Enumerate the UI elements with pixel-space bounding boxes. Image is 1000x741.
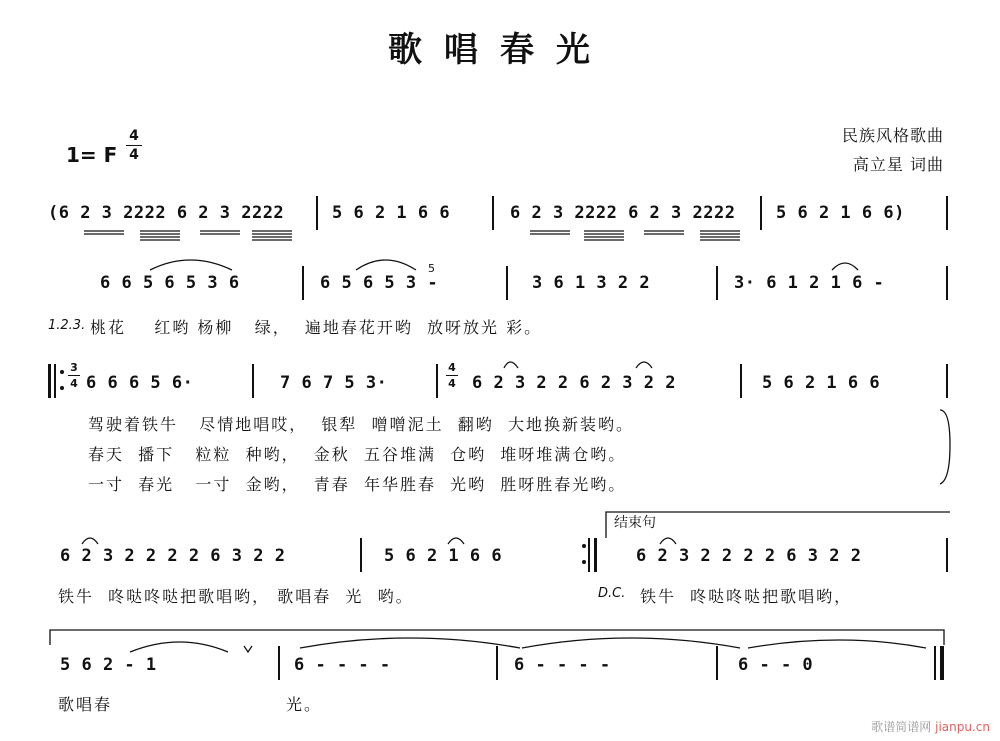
song-title: 歌唱春光 [388, 30, 612, 70]
line5-lyric: 歌唱春 [58, 695, 113, 714]
line5-measure2: 6 - - - - [294, 655, 391, 675]
line1-measure2: 5 6 2 1 6 6 [332, 203, 451, 223]
line4-measure3: 6 2 3 2 2 2 2 6 3 2 2 [636, 546, 862, 566]
meter-change-4-4: 4 4 [446, 361, 458, 390]
line2-lyric: 桃花 红哟 杨柳 绿， 遍地春花开哟 放呀放光 彩。 [90, 318, 543, 337]
line1-measure1: (6 2 3 2222 6 2 3 2222 [48, 203, 285, 223]
line5-measure4: 6 - - 0 [738, 655, 814, 675]
line2-measure4: 3· 6 1 2 1 6 - [734, 273, 885, 293]
line4-lyric: 铁牛 咚哒咚哒把歌唱哟， 歌唱春 光 哟。 [58, 587, 414, 606]
line3-lyric-verse3: 一寸 春光 一寸 金哟， 青春 年华胜春 光哟 胜呀胜春光哟。 [88, 475, 627, 494]
line2-measure1: 6 6 5 6 5 3 6 [100, 273, 240, 293]
grace-note: 5 [428, 262, 435, 275]
line3-measure4: 5 6 2 1 6 6 [762, 373, 881, 393]
ending-label: 结束句 [614, 515, 656, 531]
line3-lyric-verse2: 春天 播下 粒粒 种哟， 金秋 五谷堆满 仓哟 堆呀堆满仓哟。 [88, 445, 627, 464]
line3-measure1: 6 6 6 5 6· [86, 373, 194, 393]
dc-mark: D.C. [598, 586, 626, 601]
line5-measure3: 6 - - - - [514, 655, 611, 675]
credit-style: 民族风格歌曲 [841, 126, 944, 145]
line4-measure2: 5 6 2 1 6 6 [384, 546, 503, 566]
line4-measure1: 6 2 3 2 2 2 2 6 3 2 2 [60, 546, 286, 566]
verse-numbers: 1.2.3. [48, 318, 86, 333]
line2-measure2: 6 5 6 5 3 - [320, 273, 439, 293]
credit-author: 高立星 词曲 [852, 155, 944, 174]
line1-measure4: 5 6 2 1 6 6) [776, 203, 905, 223]
key-signature: 1= F [66, 143, 118, 167]
line3-lyric-verse1: 驾驶着铁牛 尽情地唱哎， 银犁 噌噌泥土 翻哟 大地换新装哟。 [88, 415, 634, 434]
line4-lyric-b: 铁牛 咚哒咚哒把歌唱哟， [640, 587, 853, 606]
line3-measure3: 6 2 3 2 2 6 2 3 2 2 [472, 373, 676, 393]
line2-measure3: 3 6 1 3 2 2 [532, 273, 651, 293]
watermark: 歌谱简谱网 jianpu.cn [871, 720, 990, 734]
line5-measure1: 5 6 2 - 1 [60, 655, 157, 675]
meter-change-3-4: 3 4 [68, 361, 80, 390]
line3-measure2: 7 6 7 5 3· [280, 373, 388, 393]
line5-lyric-end: 光。 [286, 695, 323, 714]
time-signature: 4 4 [126, 128, 142, 163]
line1-measure3: 6 2 3 2222 6 2 3 2222 [510, 203, 736, 223]
